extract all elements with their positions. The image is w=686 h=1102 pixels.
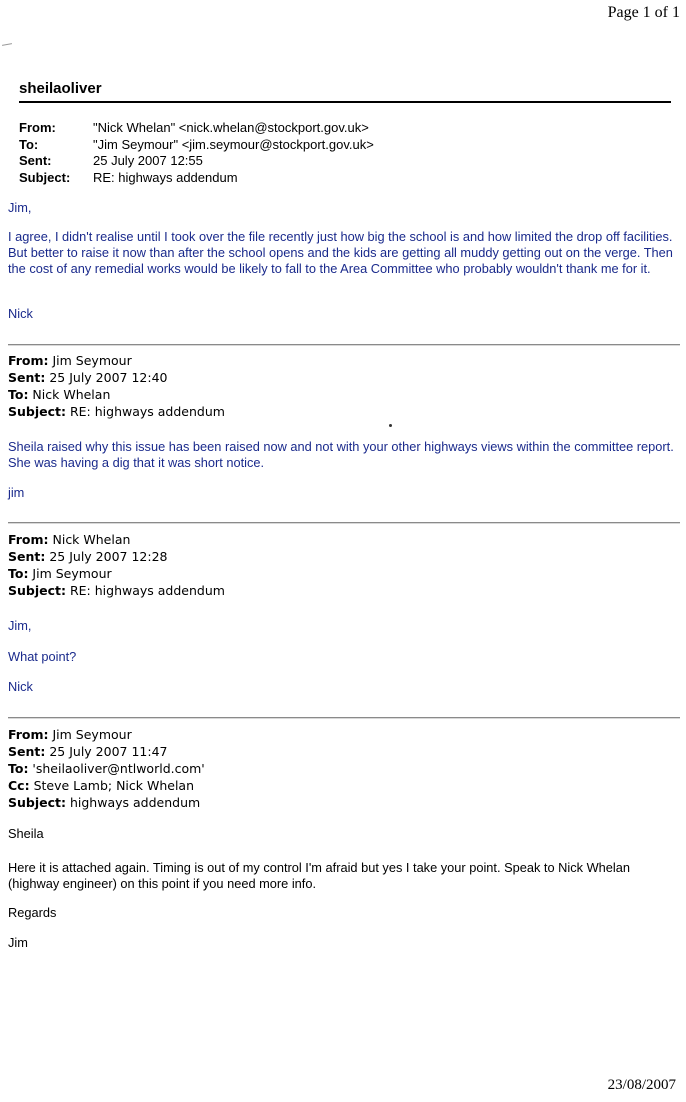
message1-signoff: Nick — [8, 306, 33, 321]
sent-label: Sent: — [19, 153, 52, 168]
message2-subject-row — [8, 403, 225, 420]
message4-greeting: Sheila — [8, 826, 44, 841]
message2-sent-value: 25 July 2007 12:40 — [45, 370, 168, 385]
message-separator — [8, 344, 680, 346]
message2-to-label: To: — [8, 387, 29, 402]
message4-cc-label: Cc: — [8, 778, 30, 793]
to-value: "Jim Seymour" <jim.seymour@stockport.gov.uk> — [93, 136, 374, 152]
from-value: "Nick Whelan" <nick.whelan@stockport.gov.uk> — [93, 120, 369, 135]
message2-header — [8, 352, 225, 420]
message3-subject-label: Subject: — [8, 583, 66, 598]
message4-body: Here it is attached again. Timing is out of my control I'm afraid but yes I take your point. Speak to Nick Whelan (highway engineer) on this point if you need more info. — [8, 860, 630, 891]
message4-sent-label: Sent: — [8, 744, 46, 759]
message3-to-row — [8, 565, 225, 582]
message1-greeting: Jim, — [8, 200, 32, 215]
sent-value: 25 July 2007 12:55 — [93, 153, 203, 168]
footer-date: 23/08/2007 — [607, 1077, 676, 1093]
message2-to-row — [8, 386, 225, 403]
message4-to-label: To: — [8, 761, 29, 776]
message2-sent-label: Sent: — [8, 370, 46, 385]
message3-sent-row — [8, 548, 225, 565]
message4-from-label: From: — [8, 727, 49, 742]
scan-speck — [389, 424, 392, 427]
message3-sent-value: 25 July 2007 12:28 — [45, 549, 168, 564]
message3-greeting: Jim, — [8, 618, 32, 633]
message4-cc-value: Steve Lamb; Nick Whelan — [29, 778, 195, 793]
message3-signoff: Nick — [8, 679, 33, 694]
message4-subject-label: Subject: — [8, 795, 66, 810]
message4-to-value: 'sheilaoliver@ntlworld.com' — [28, 761, 205, 776]
message2-signoff: jim — [8, 485, 25, 500]
message4-to-row — [8, 760, 205, 777]
scan-mark — [2, 43, 12, 46]
message3-subject-value: RE: highways addendum — [66, 583, 225, 598]
message4-from-value: Jim Seymour — [48, 727, 132, 742]
header-subject-row — [19, 170, 374, 187]
message4-subject-value: highways addendum — [66, 795, 201, 810]
message3-to-value: Jim Seymour — [28, 566, 112, 581]
subject-value: RE: highways addendum — [93, 169, 238, 185]
message3-to-label: To: — [8, 566, 29, 581]
message2-subject-label: Subject: — [8, 404, 66, 419]
message3-from-value: Nick Whelan — [48, 532, 131, 547]
email-header — [19, 120, 374, 186]
message4-sent-value: 25 July 2007 11:47 — [45, 744, 168, 759]
sender-name: sheilaoliver — [19, 80, 102, 97]
from-label: From: — [19, 120, 56, 135]
message-separator — [8, 717, 680, 719]
message4-cc-row — [8, 777, 205, 794]
message4-header — [8, 726, 205, 811]
message2-from-row — [8, 352, 225, 369]
page-number: Page 1 of 1 — [607, 4, 680, 21]
message4-signoff: Jim — [8, 935, 28, 950]
message2-from-label: From: — [8, 353, 49, 368]
header-to-row — [19, 137, 374, 154]
message4-regards: Regards — [8, 905, 57, 920]
message3-header — [8, 531, 225, 599]
message3-from-label: From: — [8, 532, 49, 547]
message3-from-row — [8, 531, 225, 548]
message2-to-value: Nick Whelan — [28, 387, 111, 402]
message3-subject-row — [8, 582, 225, 599]
message2-from-value: Jim Seymour — [48, 353, 132, 368]
message3-body: What point? — [8, 649, 77, 664]
message-separator — [8, 522, 680, 524]
message2-subject-value: RE: highways addendum — [66, 404, 225, 419]
message4-from-row — [8, 726, 205, 743]
header-from-row — [19, 120, 374, 137]
to-label: To: — [19, 136, 39, 152]
header-sent-row — [19, 153, 374, 170]
message3-sent-label: Sent: — [8, 549, 46, 564]
message1-body: I agree, I didn't realise until I took over the file recently just how big the school is and how limited the drop off facilities. But better to raise it now than after the school opens and the kids are getting all muddy getting out on the verge. Then the cost of any remedial works would be likely to fall to the Area Committee who probably wouldn't thank me for it. — [8, 229, 673, 276]
message4-subject-row — [8, 794, 205, 811]
subject-label: Subject: — [19, 169, 71, 185]
message4-sent-row — [8, 743, 205, 760]
message2-body: Sheila raised why this issue has been raised now and not with your other highways views within the committee report. She was having a dig that it was short notice. — [8, 439, 674, 470]
sender-divider — [19, 101, 671, 103]
message2-sent-row — [8, 369, 225, 386]
